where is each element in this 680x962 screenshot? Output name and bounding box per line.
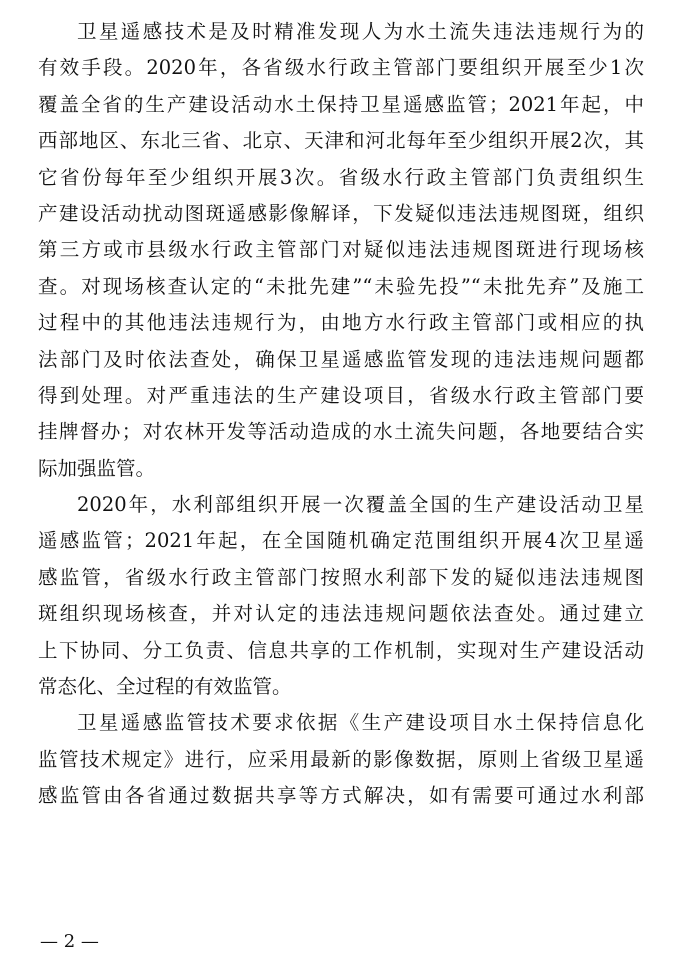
text-line: 监管技术规定》进行，应采用最新的影像数据，原则上省级卫星遥: [38, 747, 644, 771]
text-line: 过程中的其他违法违规行为，由地方水行政主管部门或相应的执: [38, 311, 644, 335]
text-line: 卫星遥感监管技术要求依据《生产建设项目水土保持信息化: [77, 711, 644, 735]
text-line: 挂牌督办；对农林开发等活动造成的水土流失问题，各地要结合实: [38, 420, 644, 444]
text-line: 得到处理。对严重违法的生产建设项目，省级水行政主管部门要: [38, 383, 644, 407]
text-line: 西部地区、东北三省、北京、天津和河北每年至少组织开展2次，其: [38, 129, 644, 153]
text-line: 卫星遥感技术是及时精准发现人为水土流失违法违规行为的: [77, 20, 644, 43]
text-line: 感监管，省级水行政主管部门按照水利部下发的疑似违法违规图: [38, 565, 644, 589]
document-body: [38, 14, 644, 815]
text-line: 产建设活动扰动图斑遥感影像解译，下发疑似违法违规图斑，组织: [38, 201, 644, 225]
text-line: 常态化、全过程的有效监管。: [38, 675, 292, 699]
text-line: 2020年，水利部组织开展一次覆盖全国的生产建设活动卫星: [77, 493, 644, 517]
text-line: 感监管由各省通过数据共享等方式解决，如有需要可通过水利部: [38, 784, 644, 808]
text-line: 法部门及时依法查处，确保卫星遥感监管发现的违法违规问题都: [38, 347, 644, 371]
paragraph-2: [38, 487, 644, 705]
paragraph-3: [38, 705, 644, 814]
text-line: 覆盖全省的生产建设活动水土保持卫星遥感监管；2021年起，中: [38, 92, 644, 116]
text-line: 查。对现场核查认定的“未批先建”“未验先投”“未批先弃”及施工: [38, 274, 644, 298]
page-number: — 2 —: [40, 931, 99, 952]
text-line: 上下协同、分工负责、信息共享的工作机制，实现对生产建设活动: [38, 638, 644, 662]
text-line: 斑组织现场核查，并对认定的违法违规问题依法查处。通过建立: [38, 602, 644, 626]
text-line: 遥感监管；2021年起，在全国随机确定范围组织开展4次卫星遥: [38, 529, 644, 553]
text-line: 第三方或市县级水行政主管部门对疑似违法违规图斑进行现场核: [38, 238, 644, 262]
text-line: 它省份每年至少组织开展3次。省级水行政主管部门负责组织生: [38, 165, 644, 189]
paragraph-1: [38, 14, 644, 487]
text-line: 有效手段。2020年，各省级水行政主管部门要组织开展至少1次: [38, 56, 644, 80]
text-line: 际加强监管。: [38, 456, 156, 480]
